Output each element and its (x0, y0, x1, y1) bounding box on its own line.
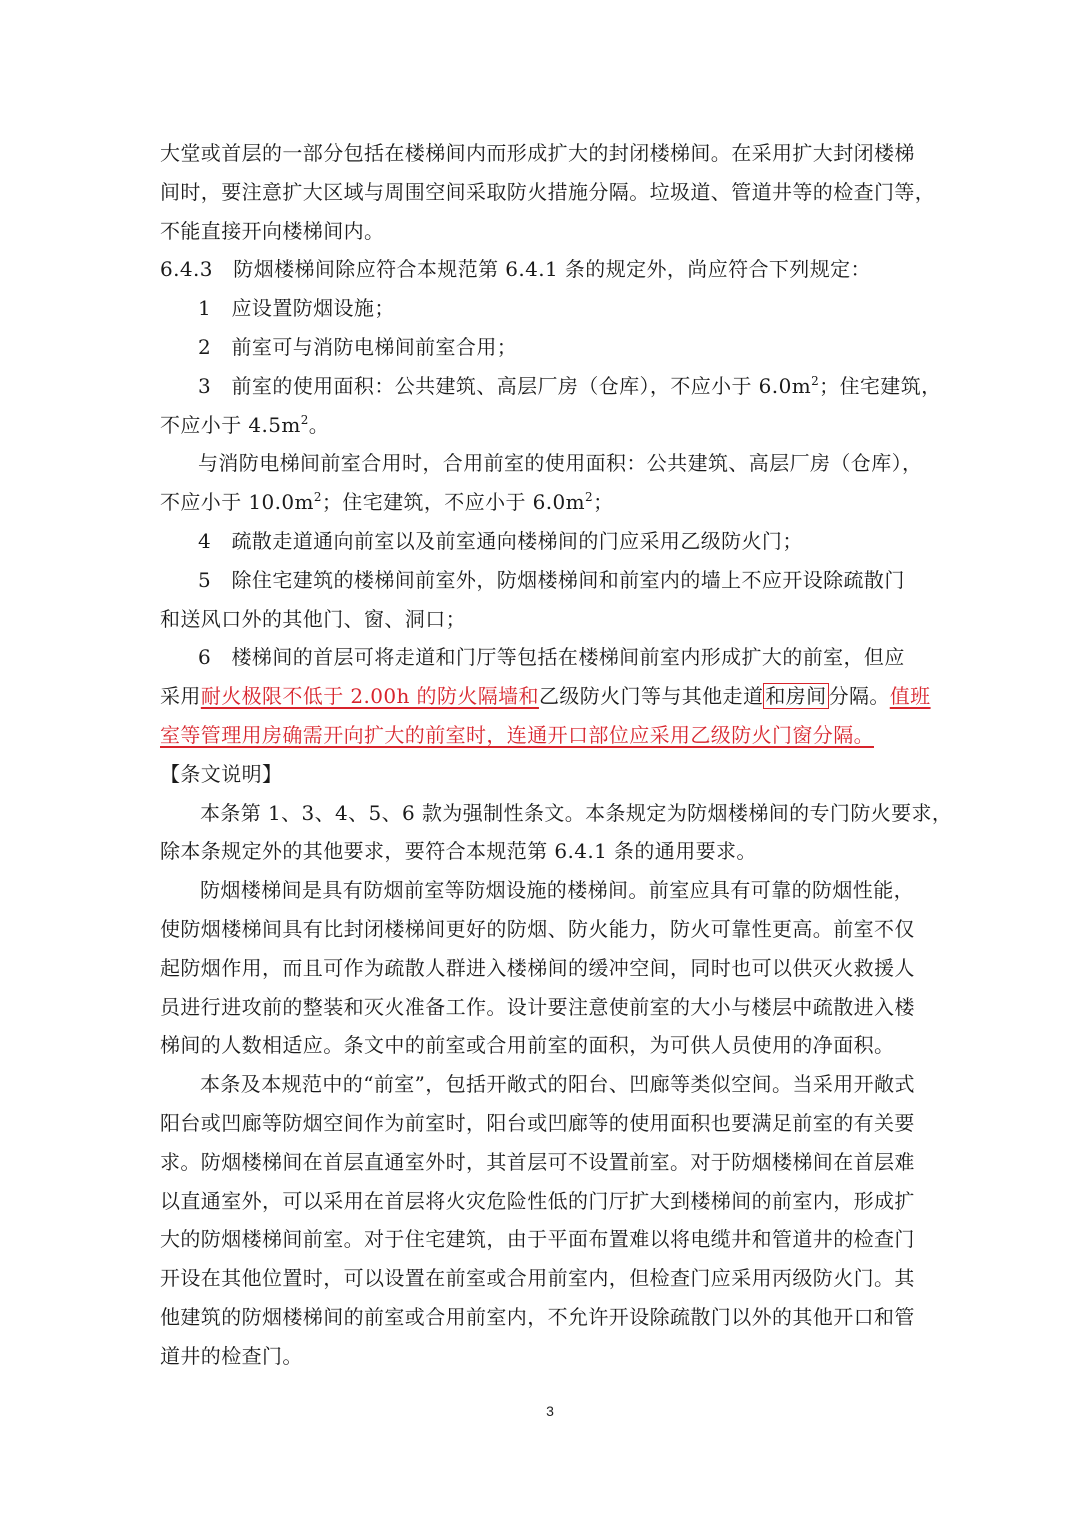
text-line (160, 367, 950, 406)
revision-highlight: 耐火极限不低于 2.00h 的防火隔墙和 (200, 684, 539, 709)
text-line: 道井的检查门。 (160, 1343, 303, 1368)
text-line: 本条及本规范中的“前室”，包括开敞式的阳台、凹廊等类似空间。当采用开敞式 (200, 1072, 915, 1097)
clause-item-4: 4 疏散走道通向前室以及前室通向楼梯间的门应采用乙级防火门； (198, 528, 803, 553)
text-line: 和送风口外的其他门、窗、洞口； (160, 606, 466, 631)
clause-item-1: 1 应设置防烟设施； (198, 296, 395, 321)
text-line: 开设在其他位置时，可以设置在前室或合用前室内，但检查门应采用丙级防火门。其 (160, 1266, 915, 1291)
text-line: 以直通室外，可以采用在首层将火灾危险性低的门厅扩大到楼梯间的前室内，形成扩 (160, 1188, 915, 1213)
revision-box: 和房间 (765, 684, 827, 709)
text-line: 大的防烟楼梯间前室。对于住宅建筑，由于平面布置难以将电缆井和管道井的检查门 (160, 1227, 915, 1252)
clause-item-2: 2 前室可与消防电梯间前室合用； (198, 334, 518, 359)
text-line: 使防烟楼梯间具有比封闭楼梯间更好的防烟、防火能力，防火可靠性更高。前室不仅 (160, 916, 915, 941)
text-line (160, 716, 950, 755)
clause-heading: 6.4.3 防烟楼梯间除应符合本规范第 6.4.1 条的规定外，尚应符合下列规定： (160, 257, 871, 282)
text-line (160, 677, 950, 716)
text-span: 3 前室的使用面积：公共建筑、高层厂房（仓库），不应小于 6.0m (198, 373, 812, 398)
text-span: 。 (308, 412, 330, 437)
text-line: 大堂或首层的一部分包括在楼梯间内而形成扩大的封闭楼梯间。在采用扩大封闭楼梯 (160, 141, 915, 165)
explanation-paragraph-3 (160, 1065, 950, 1375)
text-line: 防烟楼梯间是具有防烟前室等防烟设施的楼梯间。前室应具有可靠的防烟性能， (200, 878, 914, 903)
explanation-heading: 【条文说明】 (160, 761, 283, 786)
text-span: 不应小于 10.0m (160, 490, 314, 515)
revision-highlight: 室等管理用房确需开向扩大的前室时，连通开口部位应采用乙级防火门窗分隔。 (160, 722, 874, 747)
superscript: 2 (811, 373, 820, 388)
clause-item-6 (160, 638, 950, 754)
text-line: 与消防电梯间前室合用时，合用前室的使用面积：公共建筑、高层厂房（仓库）， (198, 451, 923, 476)
text-line (160, 406, 950, 445)
superscript: 2 (313, 490, 322, 505)
explanation-paragraph-2 (160, 871, 950, 1065)
text-span: 乙级防火门等与其他走道 (538, 684, 764, 709)
text-span: ；住宅建筑，不应小于 6.0m (321, 490, 586, 515)
text-line: 他建筑的防烟楼梯间的前室或合用前室内，不允许开设除疏散门以外的其他开口和管 (160, 1304, 915, 1329)
superscript: 2 (585, 490, 594, 505)
clause-item-5 (160, 561, 950, 639)
paragraph-continuation (160, 134, 950, 250)
text-line: 本条第 1、3、4、5、6 款为强制性条文。本条规定为防烟楼梯间的专门防火要求， (200, 800, 953, 825)
page-number: 3 (546, 1403, 554, 1419)
text-line (160, 483, 950, 522)
text-line: 梯间的人数相适应。条文中的前室或合用前室的面积，为可供人员使用的净面积。 (160, 1033, 895, 1058)
clause-item-3-shared-anteroom (160, 444, 950, 522)
text-line: 员进行进攻前的整装和灭火准备工作。设计要注意使前室的大小与楼层中疏散进入楼 (160, 994, 915, 1019)
text-span: 不应小于 4.5m (160, 412, 301, 437)
text-span: 分隔。 (828, 684, 890, 709)
document-page (160, 134, 953, 1376)
text-line: 6 楼梯间的首层可将走道和门厅等包括在楼梯间前室内形成扩大的前室，但应 (198, 645, 905, 670)
superscript: 2 (300, 412, 309, 427)
text-line: 间时，要注意扩大区域与周围空间采取防火措施分隔。垃圾道、管道井等的检查门等， (160, 179, 936, 204)
clause-item-3 (160, 367, 950, 445)
text-line: 不能直接开向楼梯间内。 (160, 218, 385, 243)
text-line: 求。防烟楼梯间在首层直通室外时，其首层可不设置前室。对于防烟楼梯间在首层难 (160, 1149, 915, 1174)
text-line: 5 除住宅建筑的楼梯间前室外，防烟楼梯间和前室内的墙上不应开设除疏散门 (198, 567, 905, 592)
revision-highlight: 值班 (889, 684, 931, 709)
text-span: ； (593, 490, 614, 515)
text-span: 采用 (160, 684, 201, 709)
text-line: 除本条规定外的其他要求，要符合本规范第 6.4.1 条的通用要求。 (160, 839, 757, 864)
explanation-paragraph-1 (160, 794, 953, 872)
text-line: 起防烟作用，而且可作为疏散人群进入楼梯间的缓冲空间，同时也可以供灭火救援人 (160, 955, 915, 980)
text-line: 阳台或凹廊等防烟空间作为前室时，阳台或凹廊等的使用面积也要满足前室的有关要 (160, 1110, 915, 1135)
text-span: ；住宅建筑， (819, 373, 942, 398)
